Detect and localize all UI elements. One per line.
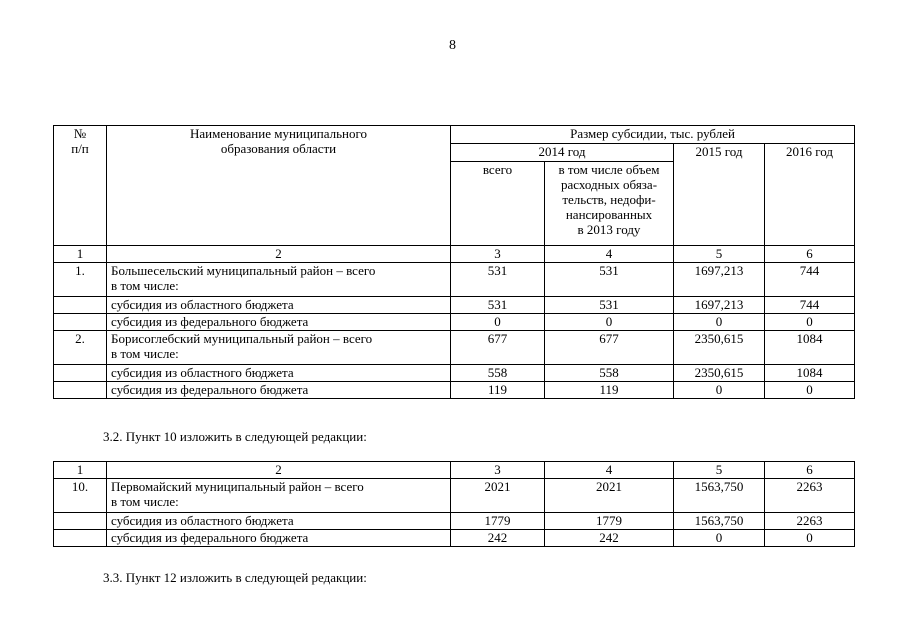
header-subsidy: Размер субсидии, тыс. рублей: [451, 126, 855, 144]
col-number: 2: [107, 462, 451, 479]
col-number: 1: [54, 462, 107, 479]
cell-unfinanced: 531: [545, 263, 674, 297]
page-number: 8: [449, 38, 456, 53]
cell-total: 242: [451, 530, 545, 547]
col-number: 6: [765, 462, 855, 479]
col-number: 3: [451, 246, 545, 263]
row-num: 10.: [54, 479, 107, 513]
cell-unfinanced: 119: [545, 382, 674, 399]
cell-2016: 2263: [765, 479, 855, 513]
col-number: 3: [451, 462, 545, 479]
row-name: субсидия из федерального бюджета: [107, 530, 451, 547]
row-num: 1.: [54, 263, 107, 297]
col-number: 4: [545, 246, 674, 263]
col-number: 5: [674, 246, 765, 263]
table-row: [54, 314, 855, 331]
table-row: [54, 530, 855, 547]
table-row: [54, 297, 855, 314]
cell-total: 2021: [451, 479, 545, 513]
table-row: [54, 513, 855, 530]
col-number: 6: [765, 246, 855, 263]
header-unfinanced: в том числе объем расходных обяза- тельств, недофи- нансированных в 2013 году: [545, 162, 674, 246]
row-name: Первомайский муниципальный район – всего в том числе:: [107, 479, 451, 513]
cell-total: 677: [451, 331, 545, 365]
cell-2016: 0: [765, 382, 855, 399]
cell-2015: 1563,750: [674, 513, 765, 530]
header-2016: 2016 год: [765, 144, 855, 246]
cell-2015: 1697,213: [674, 263, 765, 297]
row-num: [54, 382, 107, 399]
cell-unfinanced: 0: [545, 314, 674, 331]
cell-2015: 0: [674, 382, 765, 399]
row-name: субсидия из областного бюджета: [107, 365, 451, 382]
cell-2016: 1084: [765, 331, 855, 365]
cell-2015: 2350,615: [674, 365, 765, 382]
cell-2016: 744: [765, 297, 855, 314]
row-name: Большесельский муниципальный район – всего в том числе:: [107, 263, 451, 297]
row-num: [54, 530, 107, 547]
row-num: [54, 513, 107, 530]
cell-2016: 744: [765, 263, 855, 297]
table-row: [54, 263, 855, 297]
col-number: 2: [107, 246, 451, 263]
cell-2015: 0: [674, 530, 765, 547]
cell-unfinanced: 242: [545, 530, 674, 547]
cell-2015: 1563,750: [674, 479, 765, 513]
cell-total: 531: [451, 263, 545, 297]
row-num: [54, 365, 107, 382]
col-number: 5: [674, 462, 765, 479]
column-number-row: [54, 246, 855, 263]
column-number-row: [54, 462, 855, 479]
subsidy-table-item-10: [53, 461, 855, 547]
cell-total: 558: [451, 365, 545, 382]
cell-total: 0: [451, 314, 545, 331]
row-name: субсидия из областного бюджета: [107, 297, 451, 314]
cell-2016: 0: [765, 530, 855, 547]
paragraph-item-12: 3.3. Пункт 12 изложить в следующей редакции:: [103, 570, 367, 585]
header-name: Наименование муниципального образования области: [107, 126, 451, 246]
row-num: [54, 297, 107, 314]
cell-unfinanced: 1779: [545, 513, 674, 530]
cell-unfinanced: 558: [545, 365, 674, 382]
table-row: [54, 479, 855, 513]
cell-total: 1779: [451, 513, 545, 530]
row-name: субсидия из федерального бюджета: [107, 314, 451, 331]
table-row: [54, 382, 855, 399]
cell-total: 119: [451, 382, 545, 399]
cell-2016: 0: [765, 314, 855, 331]
row-num: 2.: [54, 331, 107, 365]
cell-2016: 2263: [765, 513, 855, 530]
cell-2015: 0: [674, 314, 765, 331]
cell-total: 531: [451, 297, 545, 314]
row-name: субсидия из федерального бюджета: [107, 382, 451, 399]
col-number: 4: [545, 462, 674, 479]
row-name: субсидия из областного бюджета: [107, 513, 451, 530]
header-num: № п/п: [54, 126, 107, 246]
paragraph-item-10: 3.2. Пункт 10 изложить в следующей редакции:: [103, 429, 367, 444]
header-2015: 2015 год: [674, 144, 765, 246]
table-row: [54, 365, 855, 382]
header-total: всего: [451, 162, 545, 246]
col-number: 1: [54, 246, 107, 263]
header-2014: 2014 год: [451, 144, 674, 162]
table-row: [54, 331, 855, 365]
row-num: [54, 314, 107, 331]
cell-unfinanced: 2021: [545, 479, 674, 513]
row-name: Борисоглебский муниципальный район – всего в том числе:: [107, 331, 451, 365]
cell-2015: 1697,213: [674, 297, 765, 314]
cell-2016: 1084: [765, 365, 855, 382]
subsidy-table: [53, 125, 855, 399]
cell-2015: 2350,615: [674, 331, 765, 365]
cell-unfinanced: 531: [545, 297, 674, 314]
cell-unfinanced: 677: [545, 331, 674, 365]
